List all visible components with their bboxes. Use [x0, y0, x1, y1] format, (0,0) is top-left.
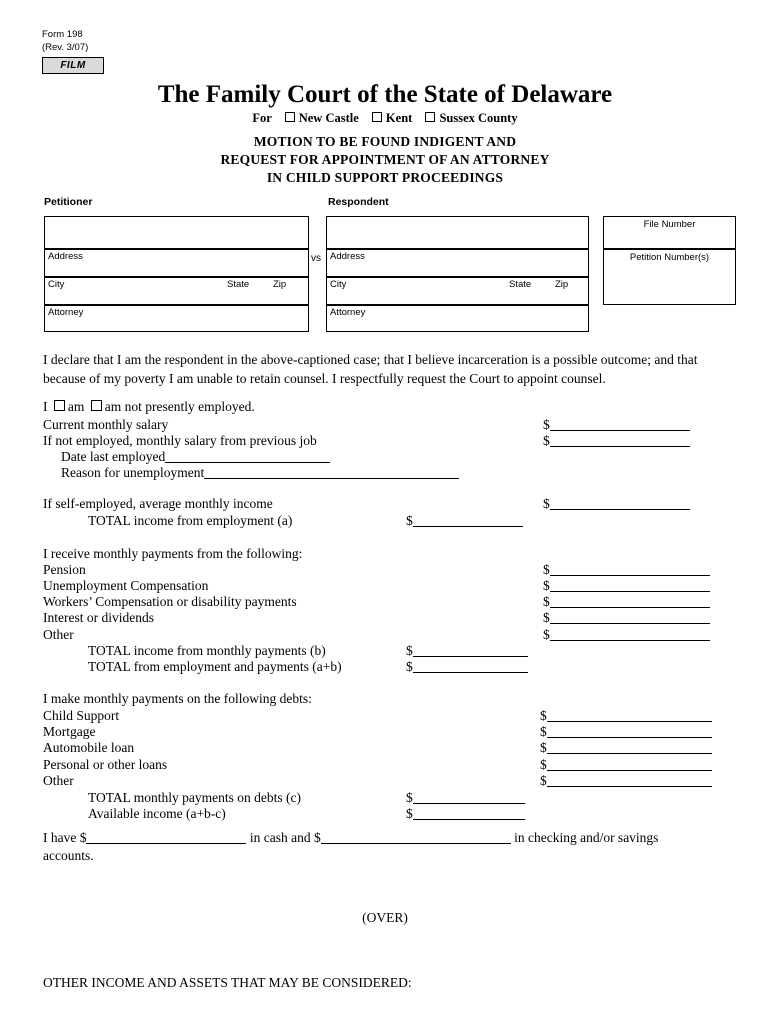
dollar-sign: $: [543, 433, 550, 448]
versus-label: vs: [311, 253, 321, 264]
previous-job-salary-input[interactable]: [550, 433, 690, 447]
dollar-sign: $: [406, 513, 413, 528]
dollar-sign: $: [406, 790, 413, 805]
address-label: Address: [330, 251, 365, 262]
dollar-sign: $: [406, 659, 413, 674]
petitioner-name-field[interactable]: [44, 216, 309, 249]
form-meta: [42, 28, 88, 54]
current-salary-label: Current monthly salary: [43, 417, 169, 432]
petitioner-label: Petitioner: [44, 196, 93, 208]
dollar-sign: $: [540, 757, 547, 772]
mortgage-input[interactable]: [547, 724, 712, 738]
other-income-heading: OTHER INCOME AND ASSETS THAT MAY BE CONSIDERED:: [43, 975, 412, 990]
accounts-tail-label: accounts.: [43, 848, 94, 863]
dollar-sign: $: [540, 740, 547, 755]
reason-unemployment-row[interactable]: [61, 465, 459, 481]
county-label-kent: Kent: [385, 111, 413, 125]
child-support-amount-row[interactable]: [540, 708, 712, 724]
file-number-label: File Number: [643, 219, 696, 230]
reason-unemployment-input[interactable]: [204, 465, 459, 479]
interest-dividends-amount-row[interactable]: [543, 610, 710, 626]
total-employment-and-payments-input[interactable]: [413, 659, 528, 673]
other-income-label: Other: [43, 627, 74, 642]
pension-amount-row[interactable]: [543, 562, 710, 578]
total-monthly-payments-input[interactable]: [413, 643, 528, 657]
personal-loans-input[interactable]: [547, 757, 712, 771]
subtitle-line-3: IN CHILD SUPPORT PROCEEDINGS: [266, 170, 504, 185]
workers-compensation-input[interactable]: [550, 594, 710, 608]
cash-prefix-label: I have $: [43, 830, 87, 845]
dollar-sign: $: [406, 806, 413, 821]
over-label: (OVER): [362, 910, 408, 925]
respondent-city-field[interactable]: [326, 277, 589, 305]
date-last-employed-input[interactable]: [165, 449, 330, 463]
checkbox-sussex[interactable]: [425, 112, 435, 122]
petition-number-field[interactable]: [603, 249, 736, 305]
dollar-sign: $: [543, 627, 550, 642]
city-label: City: [48, 279, 65, 290]
date-last-employed-row[interactable]: [61, 449, 330, 465]
label-am: am: [67, 399, 85, 414]
dollar-sign: $: [543, 417, 550, 432]
total-employment-income-label: TOTAL income from employment (a): [88, 513, 293, 528]
dollar-sign: $: [406, 643, 413, 658]
interest-dividends-label: Interest or dividends: [43, 610, 154, 625]
other-debt-input[interactable]: [547, 773, 712, 787]
state-label: State: [227, 279, 250, 290]
available-income-label: Available income (a+b-c): [88, 806, 226, 821]
self-employed-income-input[interactable]: [550, 496, 690, 510]
form-revision: (Rev. 3/07): [42, 42, 89, 53]
form-number: Form 198: [42, 29, 83, 40]
employment-prefix: I: [43, 399, 48, 414]
county-selection: [0, 111, 770, 126]
child-support-label: Child Support: [43, 708, 120, 723]
total-monthly-debts-input[interactable]: [413, 790, 525, 804]
address-label: Address: [48, 251, 83, 262]
child-support-input[interactable]: [547, 708, 712, 722]
other-income-amount-row[interactable]: [543, 627, 710, 643]
state-label: State: [509, 279, 532, 290]
workers-compensation-label: Workers’ Compensation or disability payments: [43, 594, 297, 609]
declaration-paragraph: I declare that I am the respondent in the above-captioned case; that I believe incarceration is a possible outcome; and that because of my poverty I am unable to retain counsel. I respectfully request the Court to appoint counsel.: [43, 352, 698, 386]
checkbox-am-not-employed[interactable]: [91, 400, 102, 411]
automobile-loan-label: Automobile loan: [43, 740, 135, 755]
self-employed-income-label: If self-employed, average monthly income: [43, 496, 273, 511]
total-monthly-payments-label: TOTAL income from monthly payments (b): [88, 643, 326, 658]
checkbox-new-castle[interactable]: [285, 112, 295, 122]
total-monthly-payments-amount-row[interactable]: [406, 643, 528, 659]
unemployment-compensation-amount-row[interactable]: [543, 578, 710, 594]
reason-unemployment-label: Reason for unemployment: [61, 465, 205, 480]
dollar-sign: $: [540, 708, 547, 723]
respondent-attorney-field[interactable]: [326, 305, 589, 332]
automobile-loan-input[interactable]: [547, 740, 712, 754]
total-employment-and-payments-amount-row[interactable]: [406, 659, 528, 675]
current-salary-amount-row[interactable]: [543, 417, 690, 433]
zip-label: Zip: [273, 279, 287, 290]
cash-suffix-label: in checking and/or savings: [514, 830, 659, 845]
subtitle-line-1: MOTION TO BE FOUND INDIGENT AND: [253, 134, 517, 149]
employment-status-row: [43, 399, 255, 415]
checkbox-kent[interactable]: [372, 112, 382, 122]
mortgage-amount-row[interactable]: [540, 724, 712, 740]
film-stamp: FILM: [42, 57, 104, 74]
automobile-loan-amount-row[interactable]: [540, 740, 712, 756]
checkbox-am-employed[interactable]: [54, 400, 65, 411]
total-employment-income-input[interactable]: [413, 513, 523, 527]
total-employment-and-payments-label: TOTAL from employment and payments (a+b): [88, 659, 342, 674]
other-income-input[interactable]: [550, 627, 710, 641]
payments-received-heading: I receive monthly payments from the following:: [43, 546, 303, 561]
accounts-amount-input[interactable]: [321, 830, 511, 844]
petitioner-attorney-field[interactable]: [44, 305, 309, 332]
petitioner-city-field[interactable]: [44, 277, 309, 305]
previous-job-amount-row[interactable]: [543, 433, 690, 449]
pension-input[interactable]: [550, 562, 710, 576]
monthly-debts-heading: I make monthly payments on the following debts:: [43, 691, 312, 706]
unemployment-compensation-input[interactable]: [550, 578, 710, 592]
dollar-sign: $: [540, 724, 547, 739]
dollar-sign: $: [543, 610, 550, 625]
county-label-sussex: Sussex County: [439, 111, 518, 125]
respondent-address-field[interactable]: [326, 249, 589, 277]
respondent-label: Respondent: [328, 196, 389, 208]
petition-number-label: Petition Number(s): [629, 252, 710, 263]
personal-loans-label: Personal or other loans: [43, 757, 168, 772]
current-salary-input[interactable]: [550, 417, 690, 431]
previous-job-salary-label: If not employed, monthly salary from previous job: [43, 433, 317, 448]
available-income-input[interactable]: [413, 806, 525, 820]
city-label: City: [330, 279, 347, 290]
pension-label: Pension: [43, 562, 86, 577]
self-employed-amount-row[interactable]: [543, 496, 690, 512]
total-monthly-debts-label: TOTAL monthly payments on debts (c): [88, 790, 302, 805]
date-last-employed-label: Date last employed: [61, 449, 166, 464]
interest-dividends-input[interactable]: [550, 610, 710, 624]
dollar-sign: $: [543, 578, 550, 593]
cash-amount-input[interactable]: [86, 830, 246, 844]
page-title: The Family Court of the State of Delaware: [157, 81, 613, 108]
county-label-new-castle: New Castle: [298, 111, 359, 125]
dollar-sign: $: [540, 773, 547, 788]
dollar-sign: $: [543, 594, 550, 609]
other-debt-label: Other: [43, 773, 74, 788]
petitioner-address-field[interactable]: [44, 249, 309, 277]
total-monthly-debts-amount-row[interactable]: [406, 790, 525, 806]
for-label: For: [252, 111, 272, 125]
dollar-sign: $: [543, 562, 550, 577]
unemployment-compensation-label: Unemployment Compensation: [43, 578, 209, 593]
attorney-label: Attorney: [48, 307, 84, 318]
mortgage-label: Mortgage: [43, 724, 96, 739]
cash-middle-label: in cash and $: [249, 830, 321, 845]
subtitle-line-2: REQUEST FOR APPOINTMENT OF AN ATTORNEY: [220, 152, 550, 167]
workers-compensation-amount-row[interactable]: [543, 594, 710, 610]
available-income-amount-row[interactable]: [406, 806, 525, 822]
label-am-not: am not presently employed.: [104, 399, 255, 414]
personal-loans-amount-row[interactable]: [540, 757, 712, 773]
cash-accounts-row[interactable]: [43, 830, 733, 846]
total-employment-amount-row[interactable]: [406, 513, 523, 529]
other-debt-amount-row[interactable]: [540, 773, 712, 789]
file-number-field[interactable]: [603, 216, 736, 249]
attorney-label: Attorney: [330, 307, 366, 318]
respondent-name-field[interactable]: [326, 216, 589, 249]
dollar-sign: $: [543, 496, 550, 511]
zip-label: Zip: [555, 279, 569, 290]
